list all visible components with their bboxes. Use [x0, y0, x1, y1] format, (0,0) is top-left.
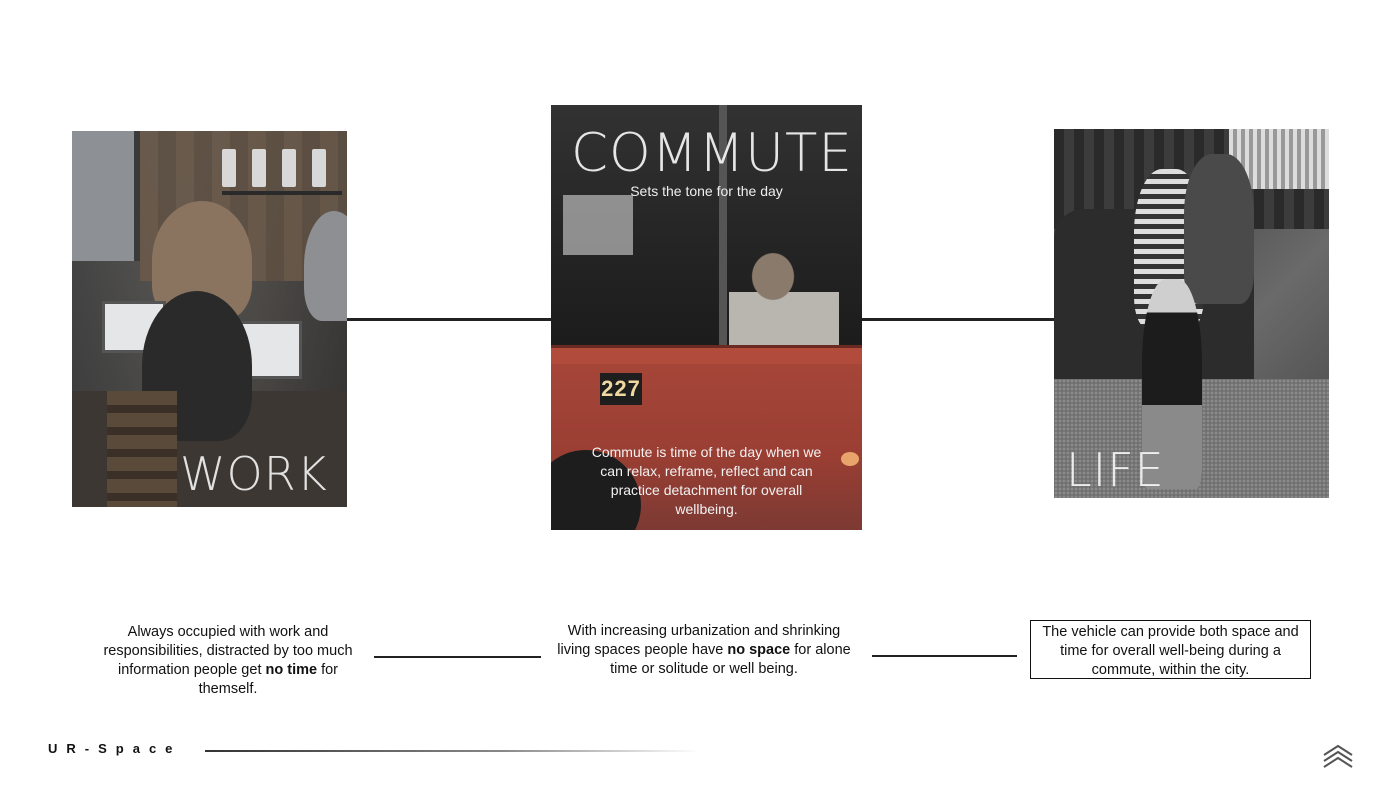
connector-work-commute — [347, 318, 551, 321]
chandelier — [222, 141, 342, 195]
bus-number: 227 — [600, 373, 642, 405]
connector-caption-work-commute — [374, 656, 541, 658]
connector-commute-life — [862, 318, 1054, 321]
commute-photo-panel — [551, 105, 862, 530]
life-photo-panel — [1054, 129, 1329, 498]
life-title: LIFE — [1066, 443, 1165, 497]
commute-title: COMMUTE — [571, 123, 853, 184]
commute-caption — [555, 622, 853, 679]
commute-description: Commute is time of the day when we can relax, reframe, reflect and can practice detachment for overall wellbeing. — [591, 444, 822, 517]
double-chevron-up-icon — [1320, 742, 1356, 770]
life-caption-box — [1030, 620, 1311, 679]
brand-name: UR-Space — [48, 741, 182, 756]
window — [72, 131, 140, 261]
connector-caption-commute-life — [872, 655, 1017, 657]
window-reflection — [563, 195, 633, 255]
adult-holding-baby — [1184, 154, 1254, 304]
bus-light — [841, 452, 859, 466]
passenger — [729, 245, 839, 350]
chair — [107, 391, 177, 507]
work-caption — [88, 623, 368, 699]
commute-caption-text-end: for alone time or solitude or well being. — [610, 642, 851, 677]
work-caption-emphasis: no time — [265, 662, 318, 678]
life-caption-text: The vehicle can provide both space and time for overall well-being during a commute, within the city. — [1042, 624, 1299, 678]
work-caption-text-end: for themself. — [198, 662, 339, 697]
work-photo-panel — [72, 131, 347, 507]
commute-caption-text: With increasing urbanization and shrinking living spaces people have — [557, 623, 841, 658]
work-caption-text: Always occupied with work and responsibilities, distracted by too much information people get — [103, 624, 353, 678]
brand-divider — [205, 750, 700, 752]
commute-caption-emphasis: no space — [727, 642, 791, 658]
work-title: WORK — [180, 447, 328, 501]
commute-tagline: Sets the tone for the day — [630, 183, 783, 199]
